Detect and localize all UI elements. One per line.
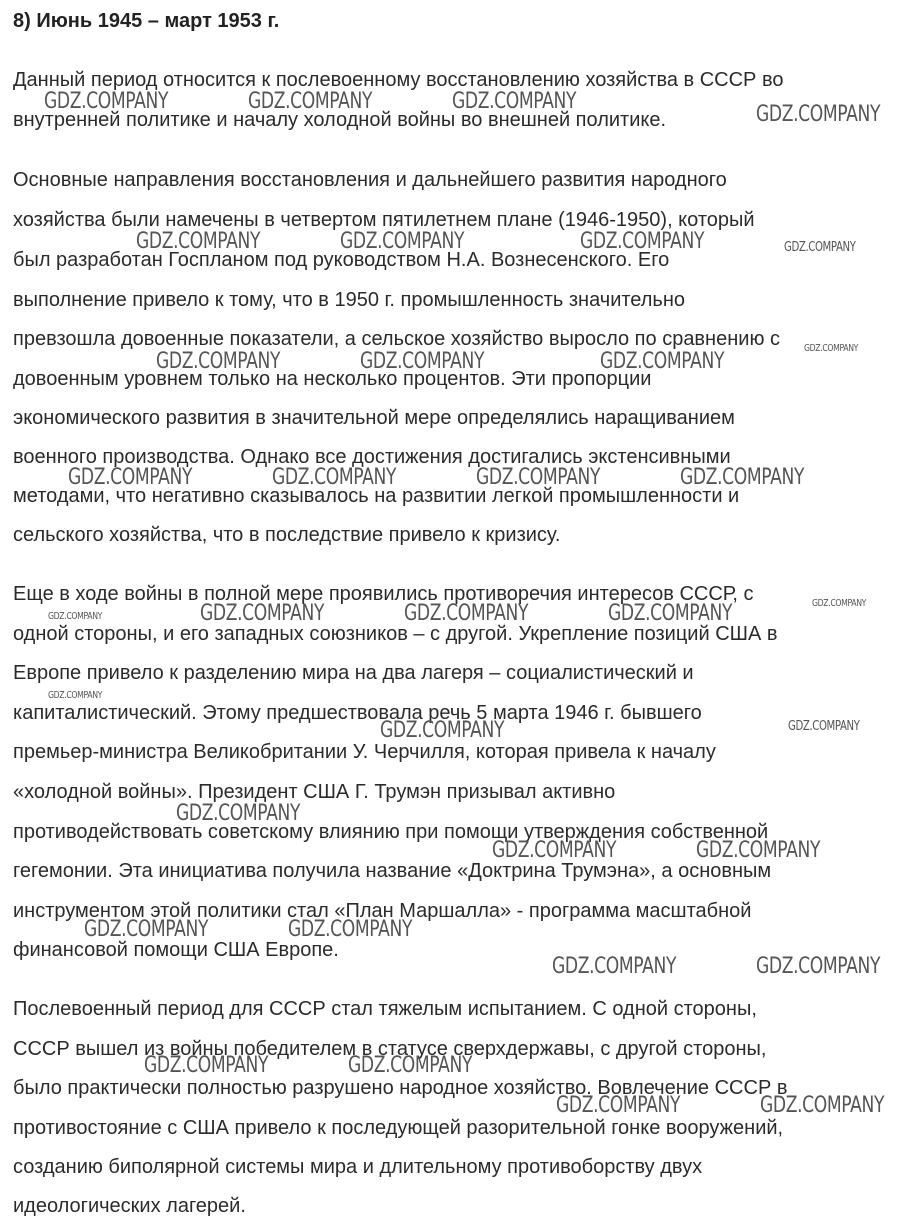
paragraph-line: идеологических лагерей. [13, 1195, 246, 1217]
watermark-text: GDZ.COMPANY [48, 690, 103, 701]
paragraph-line: Основные направления восстановления и дальнейшего развития народного [13, 169, 727, 191]
paragraph-line: сельского хозяйства, что в последствие привело к кризису. [13, 524, 561, 546]
watermark-text: GDZ.COMPANY [812, 598, 867, 609]
watermark-text: GDZ.COMPANY [680, 465, 805, 490]
paragraph-line: был разработан Госпланом под руководством Н.А. Вознесенского. Его [13, 249, 670, 271]
paragraph-line: СССР вышел из войны победителем в статусе сверхдержавы, с другой стороны, [13, 1038, 767, 1060]
watermark-text: GDZ.COMPANY [404, 601, 529, 626]
watermark-text: GDZ.COMPANY [580, 229, 705, 254]
watermark-text: GDZ.COMPANY [476, 465, 601, 490]
watermark-text: GDZ.COMPANY [492, 838, 617, 863]
watermark-text: GDZ.COMPANY [248, 89, 373, 114]
watermark-text: GDZ.COMPANY [380, 718, 505, 743]
paragraph-line: «холодной войны». Президент США Г. Трумэн призывал активно [13, 781, 616, 803]
watermark-text: GDZ.COMPANY [348, 1053, 473, 1078]
watermark-text: GDZ.COMPANY [452, 89, 577, 114]
watermark-text: GDZ.COMPANY [156, 349, 281, 374]
paragraph-line: противостояние с США привело к последующей разорительной гонке вооружений, [13, 1117, 784, 1139]
paragraph-line: военного производства. Однако все достижения достигались экстенсивными [13, 446, 731, 468]
paragraph-line: инструментом этой политики стал «План Маршалла» - программа масштабной [13, 900, 752, 922]
paragraph-line: премьер-министра Великобритании У. Черчилля, которая привела к началу [13, 741, 716, 763]
watermark-text: GDZ.COMPANY [48, 611, 103, 622]
paragraph-line: экономического развития в значительной мере определялись наращиванием [13, 407, 735, 429]
watermark-text: GDZ.COMPANY [200, 601, 325, 626]
watermark-text: GDZ.COMPANY [696, 838, 821, 863]
paragraph-line: Послевоенный период для СССР стал тяжелым испытанием. С одной стороны, [13, 998, 757, 1020]
section-title: 8) Июнь 1945 – март 1953 г. [13, 10, 280, 32]
paragraph-line: довоенным уровнем только на несколько процентов. Эти пропорции [13, 368, 652, 390]
watermark-text: GDZ.COMPANY [784, 240, 856, 255]
watermark-text: GDZ.COMPANY [84, 917, 209, 942]
watermark-text: GDZ.COMPANY [756, 102, 881, 127]
paragraph-line: гегемонии. Эта инициатива получила название «Доктрина Трумэна», а основным [13, 860, 772, 882]
watermark-text: GDZ.COMPANY [176, 801, 301, 826]
watermark-text: GDZ.COMPANY [556, 1093, 681, 1118]
watermark-text: GDZ.COMPANY [756, 954, 881, 979]
watermark-text: GDZ.COMPANY [608, 601, 733, 626]
watermark-text: GDZ.COMPANY [44, 89, 169, 114]
paragraph-line: одной стороны, и его западных союзников – с другой. Укрепление позиций США в [13, 623, 778, 645]
watermark-text: GDZ.COMPANY [340, 229, 465, 254]
paragraph-line: противодействовать советскому влиянию при помощи утверждения собственной [13, 821, 769, 843]
watermark-text: GDZ.COMPANY [136, 229, 261, 254]
watermark-text: GDZ.COMPANY [760, 1093, 885, 1118]
watermark-text: GDZ.COMPANY [804, 343, 859, 354]
paragraph-line: было практически полностью разрушено народное хозяйство. Вовлечение СССР в [13, 1077, 788, 1099]
paragraph-line: Европе привело к разделению мира на два лагеря – социалистический и [13, 662, 694, 684]
paragraph-line: внутренней политике и началу холодной войны во внешней политике. [13, 109, 667, 131]
watermark-text: GDZ.COMPANY [360, 349, 485, 374]
paragraph-line: Данный период относится к послевоенному восстановлению хозяйства в СССР во [13, 69, 784, 91]
paragraph-line: превзошла довоенные показатели, а сельское хозяйство выросло по сравнению с [13, 328, 781, 350]
paragraph-line: Еще в ходе войны в полной мере проявились противоречия интересов СССР, с [13, 583, 754, 605]
watermark-text: GDZ.COMPANY [552, 954, 677, 979]
paragraph-line: капиталистический. Этому предшествовала речь 5 марта 1946 г. бывшего [13, 702, 702, 724]
paragraph-line: финансовой помощи США Европе. [13, 939, 339, 961]
watermark-text: GDZ.COMPANY [144, 1053, 269, 1078]
watermark-text: GDZ.COMPANY [600, 349, 725, 374]
watermark-text: GDZ.COMPANY [288, 917, 413, 942]
paragraph-line: выполнение привело к тому, что в 1950 г. промышленность значительно [13, 289, 686, 311]
paragraph-line: хозяйства были намечены в четвертом пятилетнем плане (1946-1950), который [13, 209, 755, 231]
paragraph-line: созданию биполярной системы мира и длительному противоборству двух [13, 1156, 703, 1178]
paragraph-line: методами, что негативно сказывалось на развитии легкой промышленности и [13, 485, 740, 507]
watermark-text: GDZ.COMPANY [788, 719, 860, 734]
watermark-text: GDZ.COMPANY [68, 465, 193, 490]
watermark-text: GDZ.COMPANY [272, 465, 397, 490]
